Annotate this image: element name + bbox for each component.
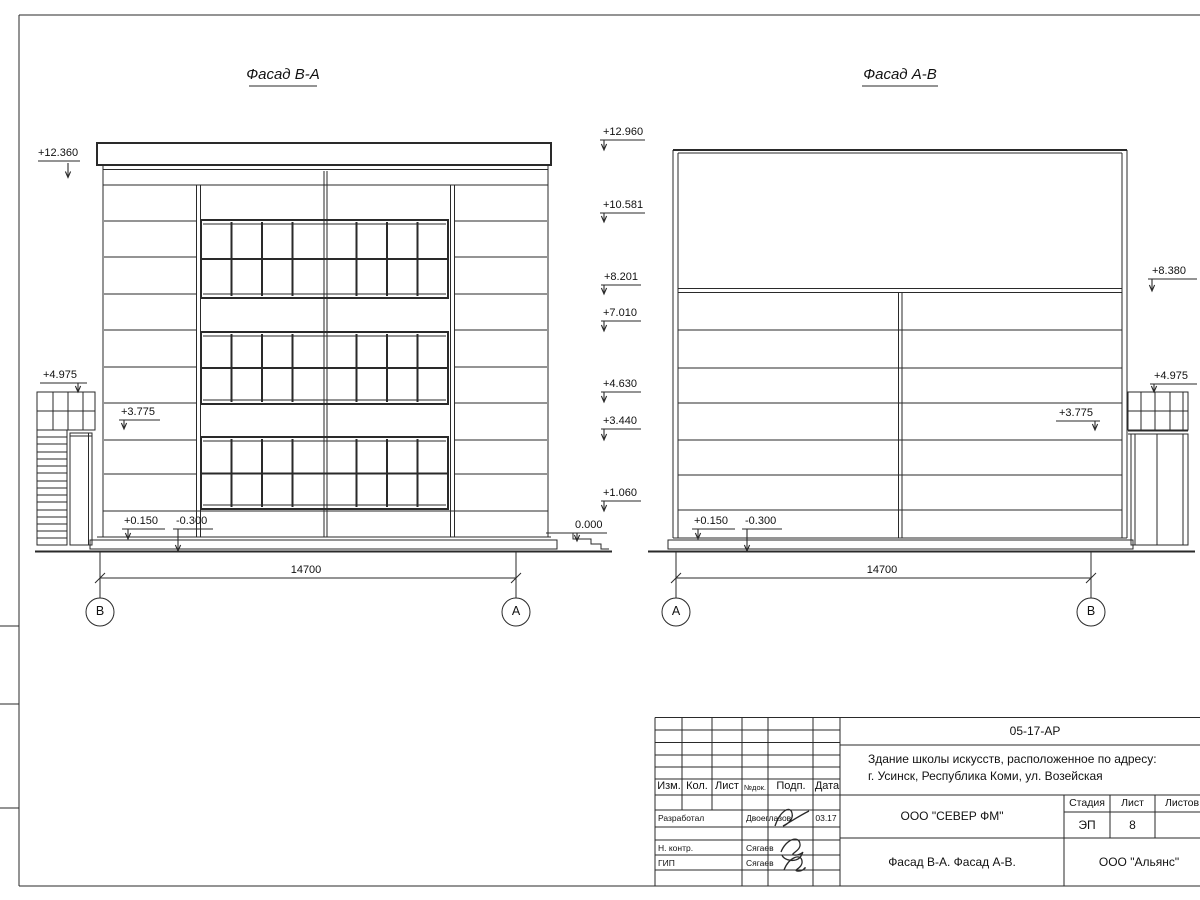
elevation-mark-12960: +12.960 <box>603 126 644 138</box>
titleblock-role-gip: ГИП <box>658 858 675 868</box>
titleblock-col-list: Лист <box>715 780 739 792</box>
elevation-mark-1060: +1.060 <box>603 487 637 499</box>
titleblock-role-ncontrol: Н. контр. <box>658 843 694 853</box>
elevation-mark-0300-right: -0.300 <box>745 515 777 527</box>
titleblock-sheet-title: Фасад В-А. Фасад А-В. <box>888 855 1016 869</box>
elevation-mark-0150-right: +0.150 <box>694 515 728 527</box>
elevation-mark-4630: +4.630 <box>603 378 637 390</box>
elevation-mark-3440: +3.440 <box>603 415 637 427</box>
dimension-right <box>662 551 1105 626</box>
elevation-mark-0300-left: -0.300 <box>176 515 208 527</box>
dimension-value-left: 14700 <box>290 564 322 576</box>
axis-bubble-v-right: В <box>1086 604 1096 618</box>
titleblock-stage-value: ЭП <box>1078 818 1096 832</box>
titleblock-col-kol: Кол. <box>686 780 708 792</box>
facade-va-title: Фасад В-А <box>246 66 320 83</box>
titleblock-name-developer: Двоеглазов <box>746 813 792 823</box>
titleblock-col-ndok: №док. <box>744 783 766 792</box>
titleblock-col-izm: Изм. <box>657 780 681 792</box>
titleblock-project-line1: Здание школы искусств, расположенное по адресу: <box>868 752 1157 766</box>
axis-bubble-a-right: А <box>671 604 681 618</box>
titleblock-name-gip: Сягаев <box>746 858 774 868</box>
elevation-mark-10581: +10.581 <box>603 199 644 211</box>
titleblock-stage-label: Стадия <box>1069 797 1105 809</box>
titleblock-role-developer: Разработал <box>658 813 705 823</box>
stair-tower-right <box>1128 392 1188 545</box>
dimension-value-right: 14700 <box>866 564 898 576</box>
titleblock-company: ООО "Альянс" <box>1098 855 1180 869</box>
facade-av-linework <box>648 150 1195 552</box>
titleblock-col-podp: Подп. <box>776 780 806 792</box>
titleblock-sheet-value: 8 <box>1129 818 1136 832</box>
elevation-mark-0000: 0.000 <box>575 519 603 531</box>
elevation-mark-3775-left: +3.775 <box>121 406 155 418</box>
elevation-mark-7010: +7.010 <box>603 307 637 319</box>
axis-bubble-v-left: В <box>95 604 105 618</box>
elevation-mark-8201: +8.201 <box>604 271 638 283</box>
elevation-mark-4975-right: +4.975 <box>1154 370 1188 382</box>
titleblock-project-line2: г. Усинск, Республика Коми, ул. Возейская <box>868 769 1103 783</box>
facade-va-linework <box>35 143 612 552</box>
titleblock-sheets-label: Листов <box>1164 797 1200 809</box>
titleblock-col-data: Дата <box>814 780 840 792</box>
elevation-mark-8380: +8.380 <box>1152 265 1186 277</box>
stair-tower-left <box>37 392 95 545</box>
elevation-mark-4975-left: +4.975 <box>43 369 77 381</box>
elevation-mark-3775-right: +3.775 <box>1059 407 1093 419</box>
titleblock-name-ncontrol: Сягаев <box>746 843 774 853</box>
titleblock-doc-number: 05-17-АР <box>1009 724 1061 738</box>
elevation-mark-0150-left: +0.150 <box>124 515 158 527</box>
elevation-mark-12360: +12.360 <box>38 147 79 159</box>
titleblock-sheet-label: Лист <box>1121 797 1144 809</box>
dimension-left <box>86 551 530 626</box>
axis-bubble-a-left: А <box>511 604 521 618</box>
facade-av-title: Фасад А-В <box>863 66 937 83</box>
titleblock-date-developer: 03.17 <box>815 813 837 823</box>
titleblock-org: ООО "СЕВЕР ФМ" <box>900 809 1004 823</box>
